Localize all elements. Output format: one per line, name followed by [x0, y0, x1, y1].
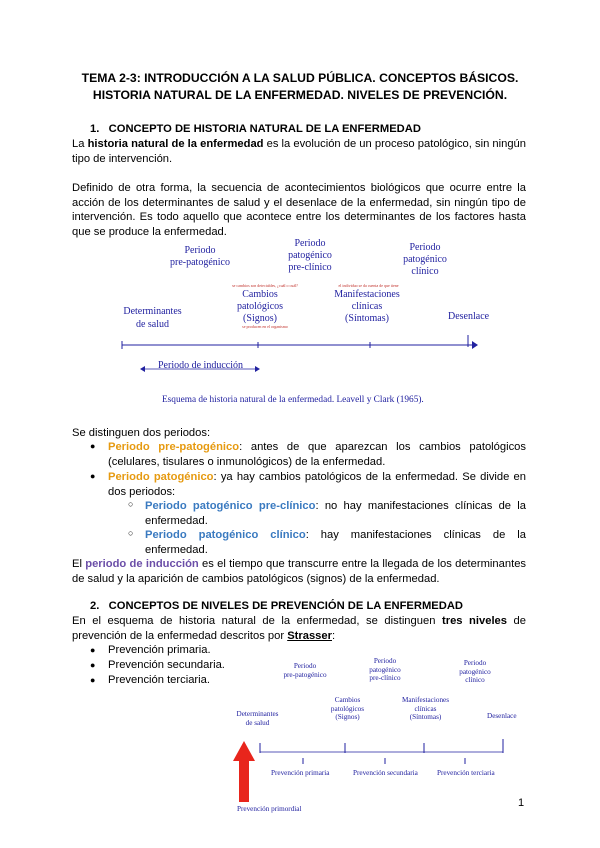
- page-number: 1: [518, 797, 525, 809]
- cambios-label: Cambios patológicos (Signos): [330, 696, 365, 721]
- list-item: Prevención primaria.: [108, 644, 211, 656]
- prevencion-primaria-label: Prevención primaria: [271, 769, 330, 777]
- prevention-timeline-svg: [225, 655, 525, 820]
- primordial-arrow-shaft: [239, 760, 249, 802]
- determinantes-label: Determinantes de salud: [123, 306, 182, 330]
- list-item: Periodo patogénico pre-clínico: no hay manifestaciones clínicas de la enfermedad.: [145, 500, 526, 527]
- bullet-icon: ●: [90, 471, 96, 481]
- list-item: Prevención secundaria.: [108, 659, 225, 671]
- diagram-caption: Esquema de historia natural de la enfermedad. Leavell y Clark (1965).: [162, 395, 424, 405]
- prevention-paragraph: En el esquema de historia natural de la enfermedad, se distinguen tres niveles de prevención de la enfermedad descritos por Strasser:: [72, 615, 526, 642]
- prevention-levels-diagram: [225, 655, 525, 820]
- periodo-preclinico-label: Periodo patogénico pre-clínico: [288, 238, 332, 273]
- section-2-heading: 2. CONCEPTOS DE NIVELES DE PREVENCIÓN DE LA ENFERMEDAD: [90, 600, 463, 612]
- primordial-arrow-head: [233, 741, 255, 761]
- bullet-icon: ●: [90, 441, 96, 451]
- desenlace-label: Desenlace: [487, 712, 517, 720]
- cambios-label: Cambios patológicos (Signos): [236, 289, 284, 324]
- timeline-svg: [100, 333, 500, 383]
- bullet-icon: ●: [90, 660, 96, 670]
- prevencion-terciaria-label: Prevención terciaria: [437, 769, 495, 777]
- periodo-clinico-label: Periodo patogénico clínico: [403, 242, 447, 277]
- cambios-note-top: se cambios son detectables, ¿cuál o cuál?: [232, 283, 298, 288]
- induction-arrow-right: [255, 366, 260, 372]
- manifestaciones-label: Manifestaciones clínicas (Síntomas): [334, 289, 400, 324]
- circle-bullet-icon: ○: [128, 528, 134, 538]
- desenlace-label: Desenlace: [448, 311, 490, 322]
- section-1-heading: 1. CONCEPTO DE HISTORIA NATURAL DE LA ENFERMEDAD: [90, 123, 421, 135]
- periodo-pre-patogenico-label: Periodo pre-patogénico: [283, 662, 327, 679]
- periodo-pre-patogenico-label: Periodo pre-patogénico: [170, 245, 230, 268]
- periodo-clinico-label: Periodo patogénico clínico: [459, 659, 491, 684]
- prevencion-primordial-label: Prevención primordial: [237, 805, 302, 813]
- page-title: TEMA 2-3: INTRODUCCIÓN A LA SALUD PÚBLICA. CONCEPTOS BÁSICOS. HISTORIA NATURAL DE LA ENFERMEDAD. NIVELES DE PREVENCIÓN.: [81, 71, 519, 102]
- cambios-note-bottom: se producen en el organismo: [242, 324, 288, 329]
- list-item: Periodo patogénico clínico: hay manifestaciones clínicas de la enfermedad.: [145, 529, 526, 556]
- induction-label: Periodo de inducción: [158, 360, 243, 371]
- list-item: Periodo patogénico: ya hay cambios patológicos de la enfermedad. Se divide en dos periodos:: [108, 471, 526, 498]
- determinantes-label: Determinantes de salud: [236, 710, 279, 727]
- list-item: Periodo pre-patogénico: antes de que aparezcan los cambios patológicos (celulares, tisulares o inmunológicos) de la enfermedad.: [108, 441, 527, 468]
- induction-paragraph: El periodo de inducción es el tiempo que transcurre entre la llegada de los determinantes de salud y la aparición de cambios patológicos (signos) de la enfermedad.: [72, 558, 527, 585]
- definition-paragraph-2: Definido de otra forma, la secuencia de acontecimientos biológicos que ocurre entre la acción de los determinantes de salud y el desenlace de la enfermedad, sin ningún tipo de intervención. Es todo aquello que acontece entre los determinantes de los factores hasta que se produce la enfermedad.: [72, 182, 526, 238]
- list-item: Prevención terciaria.: [108, 674, 210, 686]
- periods-intro: Se distinguen dos periodos:: [72, 427, 211, 439]
- induction-arrow-left: [140, 366, 145, 372]
- circle-bullet-icon: ○: [128, 499, 134, 509]
- manifestaciones-note-top: el individuo se da cuenta de que tiene: [338, 283, 399, 288]
- prevencion-secundaria-label: Prevención secundaria: [353, 769, 418, 777]
- bullet-icon: ●: [90, 675, 96, 685]
- periodo-preclinico-label: Periodo patogénico pre-clínico: [369, 657, 401, 682]
- timeline-arrowhead: [472, 341, 478, 349]
- manifestaciones-label: Manifestaciones clínicas (Síntomas): [401, 696, 450, 721]
- natural-history-diagram: [100, 238, 500, 413]
- definition-paragraph: La historia natural de la enfermedad es la evolución de un proceso patológico, sin ningún tipo de intervención.: [72, 138, 526, 165]
- bullet-icon: ●: [90, 645, 96, 655]
